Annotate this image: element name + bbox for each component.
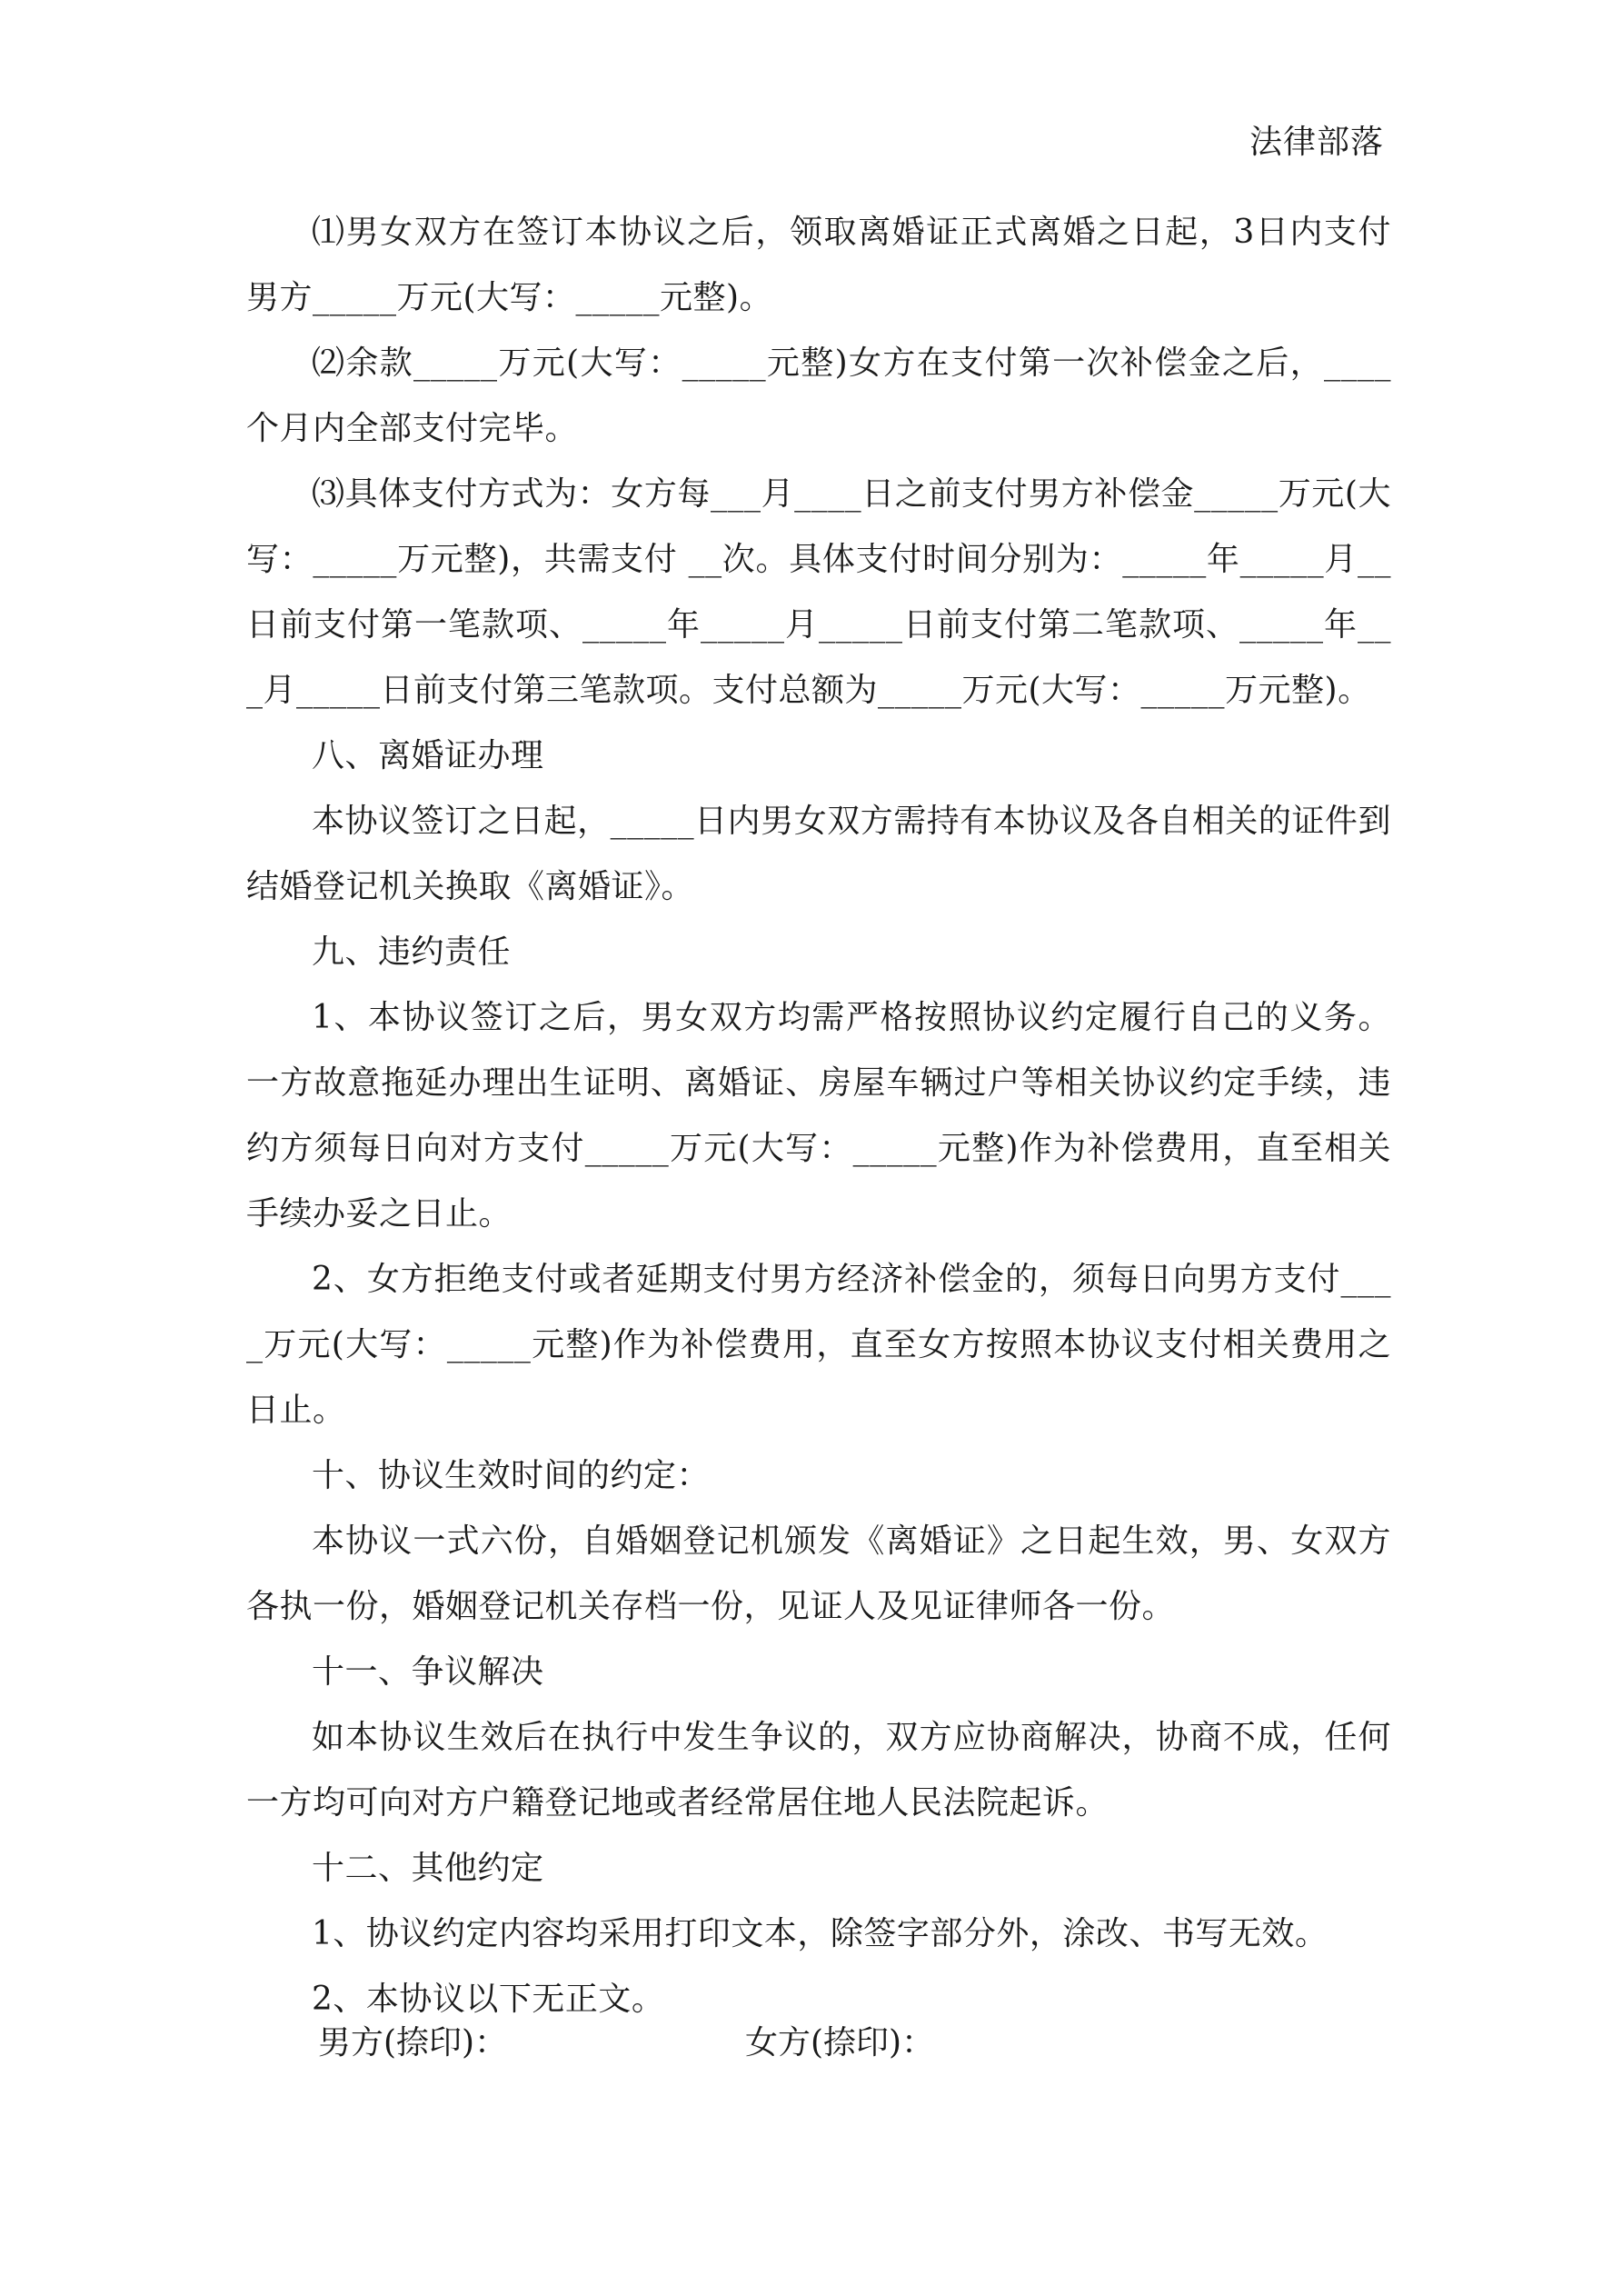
signature-row [318,2011,934,2076]
section-heading-11: 十一、争议解决 [312,1653,544,1691]
paragraph-effective: 本协议一式六份，自婚姻登记机颁发《离婚证》之日起生效，男、女双方各执一份，婚姻登记机关存档一份，见证人及见证律师各一份。 [246,1522,1391,1625]
female-signature-label: 女方(捺印)： [745,2024,935,2061]
section-heading-12: 十二、其他约定 [312,1850,544,1887]
paragraph-other-1: 1、协议约定内容均采用打印文本，除签字部分外，涂改、书写无效。 [312,1915,1328,1952]
section-heading-8: 八、离婚证办理 [312,737,544,774]
paragraph-breach-1: 1、本协议签订之后，男女双方均需严格按照协议约定履行自己的义务。一方故意拖延办理出生证明、离婚证、房屋车辆过户等相关协议约定手续，违约方须每日向对方支付_____万元(大写：_____元整)作为补偿费用，直至相关手续办妥之日止。 [246,999,1391,1233]
paragraph-other-2: 2、本协议以下无正文。 [312,1981,665,2018]
paragraph-payment-3: ⑶具体支付方式为：女方每___月____日之前支付男方补偿金_____万元(大写：_____万元整)，共需支付 __次。具体支付时间分别为：_____年_____月__日前支付第一笔款项、_____年_____月_____日前支付第二笔款项、_____年___月_____日前支付第三笔款项。支付总额为_____万元(大写：_____万元整)。 [246,475,1391,709]
paragraph-breach-2: 2、女方拒绝支付或者延期支付男方经济补偿金的，须每日向男方支付____万元(大写：_____元整)作为补偿费用，直至女方按照本协议支付相关费用之日止。 [246,1261,1391,1429]
section-heading-10: 十、协议生效时间的约定： [312,1457,711,1494]
section-heading-9: 九、违约责任 [312,933,512,971]
paragraph-payment-1: ⑴男女双方在签订本协议之后，领取离婚证正式离婚之日起，3日内支付男方_____万元(大写：_____元整)。 [246,214,1391,316]
paragraph-divorce-cert: 本协议签订之日起，_____日内男女双方需持有本协议及各自相关的证件到结婚登记机关换取《离婚证》。 [246,803,1391,905]
male-signature-label: 男方(捺印)： [318,2024,508,2061]
header-brand: 法律部落 [1249,124,1384,161]
paragraph-dispute: 如本协议生效后在执行中发生争议的，双方应协商解决，协商不成，任何一方均可向对方户籍登记地或者经常居住地人民法院起诉。 [246,1719,1391,1822]
paragraph-payment-2: ⑵余款_____万元(大写：_____元整)女方在支付第一次补偿金之后，____个月内全部支付完毕。 [246,344,1391,447]
document-body [246,200,1391,2032]
